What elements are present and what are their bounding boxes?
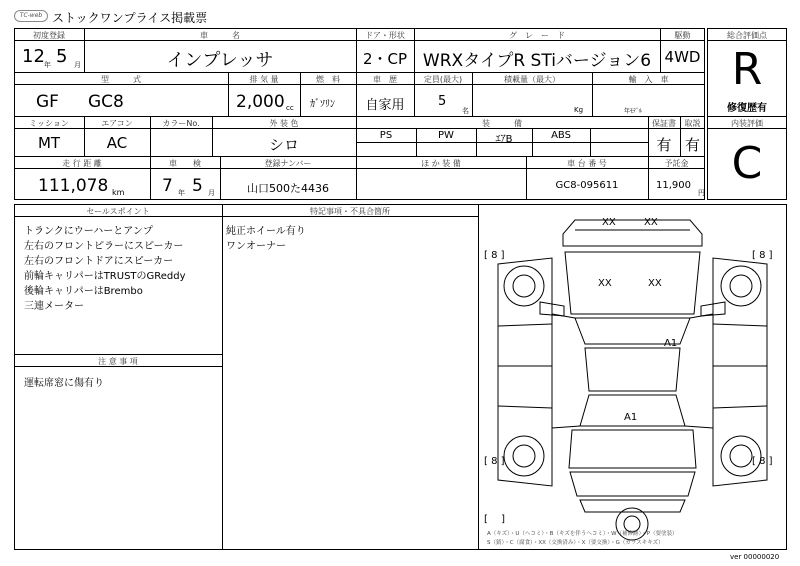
diagram-mark-trunk: A1 (624, 412, 638, 423)
car-name: インプレッサ (166, 50, 274, 71)
sales-point-1: トランクにウーハーとアンプ (24, 226, 153, 237)
manual: 有 (684, 136, 700, 154)
exterior-color: シロ (268, 136, 299, 154)
first-reg-month: 5 (56, 46, 68, 67)
sales-point-6: 三連メーター (24, 301, 84, 312)
label-price: 予託金 (664, 159, 689, 168)
mileage: 111,078 (38, 176, 109, 196)
equip-ps: PS (379, 130, 393, 141)
diagram-mark-hood-right: XX (648, 278, 662, 289)
label-overall-eval: 総合評価点 (727, 31, 767, 40)
label-car-name: 車 名 (200, 31, 240, 40)
version: ver 00000020 (730, 553, 780, 561)
label-model: 型 式 (101, 75, 141, 84)
warranty: 有 (656, 136, 672, 154)
diagram-mark-front-right: XX (644, 217, 658, 228)
label-import: 輸 入 車 (628, 75, 669, 84)
label-warranty: 保証書 (652, 119, 676, 128)
label-interior-eval: 内装評価 (731, 119, 763, 128)
sales-point-2: 左右のフロントピラーにスピーカー (24, 241, 184, 252)
diagram-legend-1: A（キズ）・U（ヘコミ）・B（キズを伴うヘコミ）・W（補修跡）・P（要塗装） (487, 531, 678, 537)
first-reg-year: 12 (22, 46, 45, 67)
fuel: ｶﾞｿﾘﾝ (310, 99, 335, 110)
page-title: ストックワンプライス掲載票 (52, 11, 208, 25)
drive: 4WD (664, 48, 701, 66)
special-note-1: 純正ホイール有り (226, 226, 306, 237)
label-sales-points: セールスポイント (86, 207, 150, 216)
mission: MT (37, 134, 61, 152)
tire-front-left: [ 8 ] (484, 250, 505, 261)
model-code: GC8 (88, 92, 124, 112)
label-fuel: 燃 料 (316, 75, 340, 84)
inspection-month: 5 (192, 176, 203, 196)
special-note-2: ワンオーナー (226, 241, 286, 252)
label-special-notes: 特記事項・不具合箇所 (310, 207, 390, 216)
price: 11,900 (656, 180, 691, 191)
door-shape: 2・CP (362, 50, 408, 68)
label-grade: グ レ ー ド (509, 31, 565, 40)
equip-abs: ABS (551, 130, 571, 141)
displacement: 2,000 (236, 92, 285, 112)
spare-tire: [ ] (484, 514, 505, 525)
label-usage: 車 歴 (373, 75, 397, 84)
label-other-equipment: ほ か 装 備 (421, 159, 461, 168)
equip-pw: PW (438, 130, 454, 141)
label-load: 積載量（最大） (504, 75, 560, 84)
diagram-mark-front-left: XX (602, 217, 616, 228)
label-color-no: カラーNo. (162, 119, 200, 128)
usage: 自家用 (365, 98, 405, 113)
sales-point-3: 左右のフロントドアにスピーカー (24, 256, 174, 267)
label-chassis-no: 車 台 番 号 (567, 159, 607, 168)
label-capacity: 定員(最大) (423, 75, 463, 84)
label-inspection: 車 検 (169, 159, 201, 168)
inspection-year: 7 (162, 176, 173, 196)
caution-1: 運転席窓に傷有り (24, 378, 104, 389)
label-aircon: エアコン (101, 119, 133, 128)
equip-airbag: ｴｱB (495, 134, 513, 145)
label-manual: 取説 (684, 119, 701, 128)
label-drive: 駆動 (674, 31, 691, 40)
label-equipment: 装 備 (482, 119, 522, 128)
car-damage-diagram (480, 206, 785, 548)
plate: 山口500た4436 (247, 182, 329, 195)
label-displacement: 排 気 量 (249, 75, 279, 84)
overall-eval-sub: 修復歴有 (727, 103, 767, 114)
model-prefix: GF (36, 92, 59, 112)
chassis-no: GC8-095611 (555, 180, 619, 191)
sales-point-5: 後輪キャリパーはBrembo (24, 286, 143, 297)
label-first-reg: 初度登録 (33, 31, 65, 40)
label-exterior-color: 外 装 色 (269, 119, 299, 128)
label-mileage: 走 行 距 離 (62, 159, 102, 168)
aircon: AC (106, 134, 128, 152)
capacity: 5 (438, 94, 447, 109)
label-caution: 注 意 事 項 (98, 357, 138, 366)
diagram-legend-2: S（錆）・C（腐食）・XX（交換済み）・X（要交換）・G（ガラスキキズ） (487, 540, 664, 546)
sales-point-4: 前輪キャリパーはTRUSTのGReddy (24, 271, 186, 282)
grade: WRXタイプR STiバージョン6 (422, 51, 652, 71)
label-door-shape: ドア・形状 (365, 31, 405, 40)
header-logo: TC-web (14, 10, 48, 22)
label-plate: 登録ナンバー (264, 159, 312, 168)
overall-eval: R (731, 44, 763, 95)
tire-rear-right: [ 8 ] (752, 456, 773, 467)
tire-rear-left: [ 8 ] (484, 456, 505, 467)
label-mission: ミッション (29, 119, 69, 128)
diagram-mark-hood-left: XX (598, 278, 612, 289)
interior-eval: C (731, 138, 763, 189)
tire-front-right: [ 8 ] (752, 250, 773, 261)
diagram-mark-right-side: A1 (664, 338, 678, 349)
